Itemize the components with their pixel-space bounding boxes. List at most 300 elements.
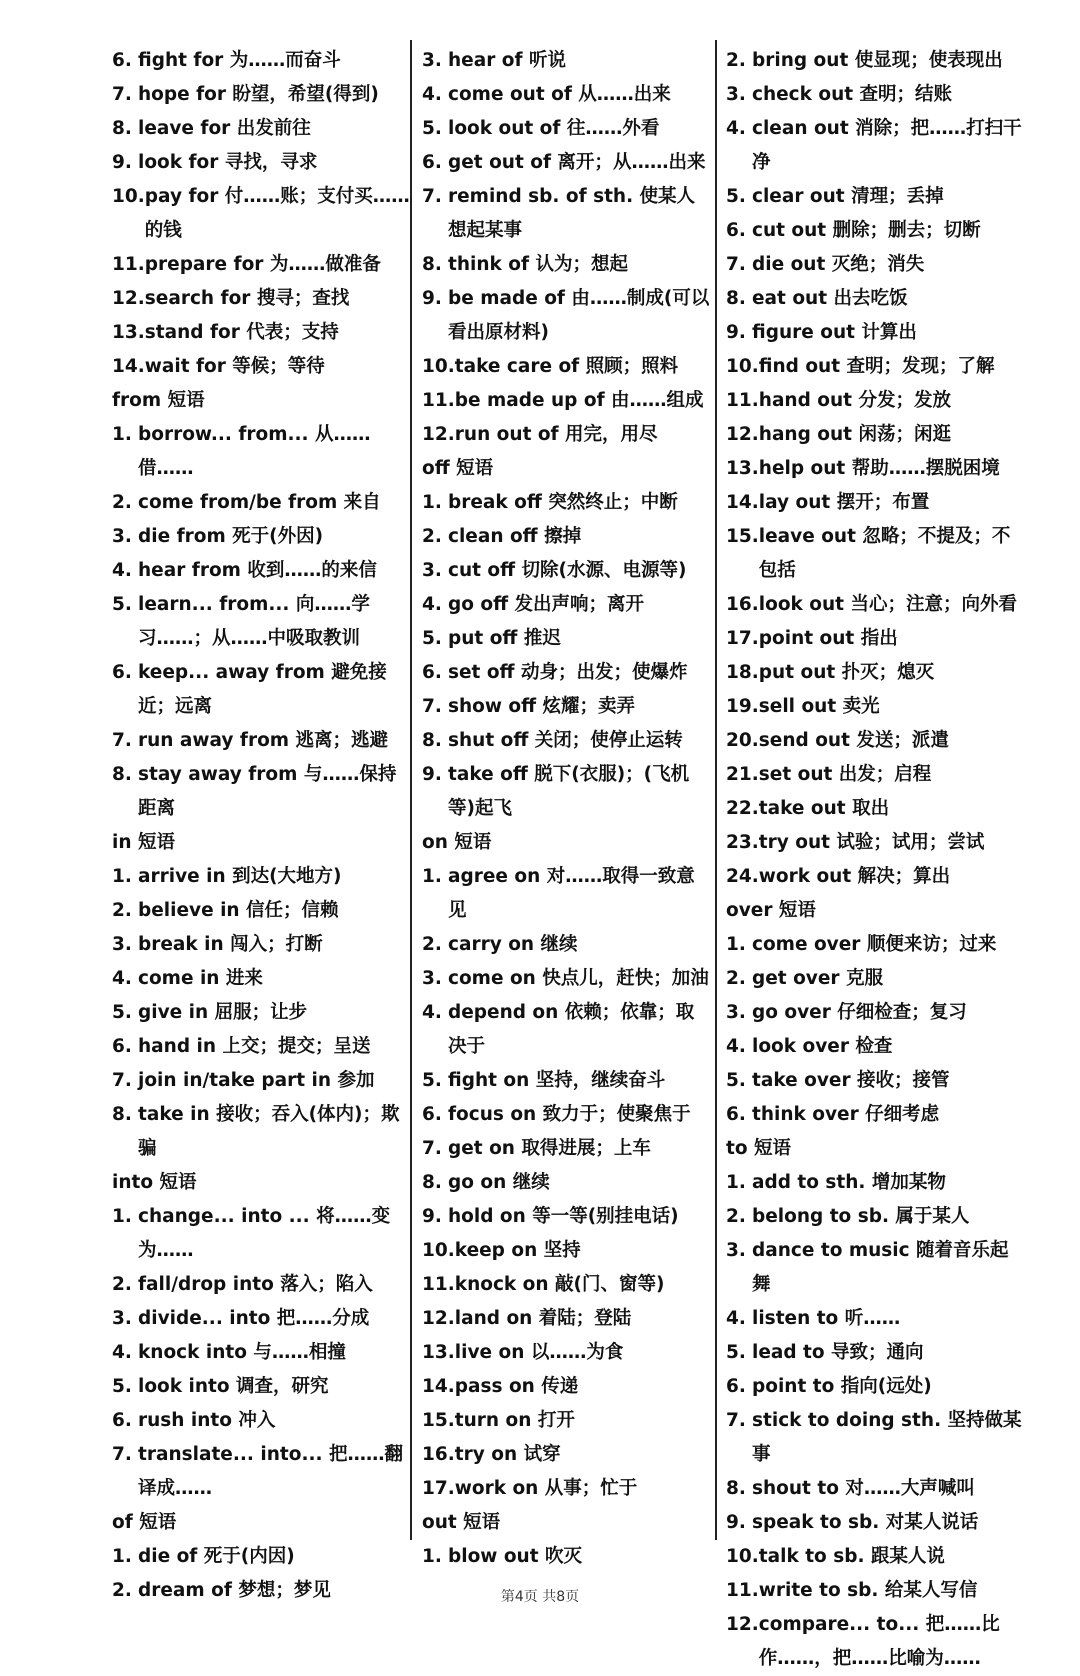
- item-number: 18.: [726, 662, 759, 683]
- phrase-item: [422, 1098, 712, 1132]
- phrase-item: [422, 350, 712, 384]
- item-number: 9.: [422, 764, 442, 785]
- phrase-item: [112, 1540, 412, 1574]
- item-number: 3.: [422, 560, 442, 581]
- item-number: 6.: [422, 1104, 442, 1125]
- item-number: 2.: [112, 492, 132, 513]
- phrase-item: [726, 724, 1026, 758]
- phrase-item: [726, 44, 1026, 78]
- item-number: 16.: [726, 594, 759, 615]
- column-2: [422, 44, 712, 1574]
- phrase-item: [112, 996, 412, 1030]
- phrase-item: [422, 418, 712, 452]
- phrase-text: send out 发送；派遣: [758, 730, 949, 751]
- phrase-item: [422, 928, 712, 962]
- item-number: 8.: [726, 288, 746, 309]
- item-number: 2.: [112, 900, 132, 921]
- item-number: 2.: [112, 1580, 132, 1601]
- item-number: 2.: [112, 1274, 132, 1295]
- column-divider: [715, 40, 717, 1540]
- phrase-text: change... into ... 将……变为……: [138, 1206, 391, 1261]
- phrase-item: [422, 1302, 712, 1336]
- phrase-item: [726, 588, 1026, 622]
- item-number: 6.: [112, 1036, 132, 1057]
- item-number: 2.: [726, 50, 746, 71]
- phrase-text: be made of 由……制成(可以看出原材料): [448, 288, 710, 343]
- phrase-text: hold on 等一等(别挂电话): [448, 1206, 679, 1227]
- item-number: 12.: [422, 1308, 455, 1329]
- item-number: 5.: [726, 1070, 746, 1091]
- phrase-text: shout to 对……大声喊叫: [752, 1478, 975, 1499]
- item-number: 4.: [422, 594, 442, 615]
- phrase-text: arrive in 到达(大地方): [138, 866, 342, 887]
- phrase-text: think over 仔细考虑: [752, 1104, 940, 1125]
- phrase-item: [112, 248, 412, 282]
- phrase-item: [112, 1030, 412, 1064]
- phrase-text: join in/take part in 参加: [138, 1070, 375, 1091]
- phrase-item: [422, 1234, 712, 1268]
- phrase-item: [112, 1098, 412, 1166]
- phrase-text: shut off 关闭；使停止运转: [448, 730, 683, 751]
- item-number: 15.: [422, 1410, 455, 1431]
- phrase-text: stick to doing sth. 坚持做某事: [752, 1410, 1022, 1465]
- phrase-text: break in 闯入；打断: [138, 934, 323, 955]
- phrase-item: [112, 1370, 412, 1404]
- item-number: 3.: [726, 1002, 746, 1023]
- phrase-text: take off 脱下(衣服)；(飞机等)起飞: [448, 764, 690, 819]
- phrase-item: [112, 180, 412, 248]
- item-number: 10.: [726, 356, 759, 377]
- item-number: 9.: [726, 1512, 746, 1533]
- phrase-item: [726, 1608, 1026, 1676]
- item-number: 4.: [726, 118, 746, 139]
- phrase-item: [422, 44, 712, 78]
- item-number: 8.: [112, 764, 132, 785]
- phrase-item: [726, 248, 1026, 282]
- item-number: 2.: [726, 968, 746, 989]
- section-heading: to 短语: [726, 1138, 791, 1159]
- phrase-text: keep... away from 避免接近；远离: [138, 662, 387, 717]
- item-number: 10.: [422, 1240, 455, 1261]
- phrase-text: speak to sb. 对某人说话: [752, 1512, 979, 1533]
- item-number: 8.: [422, 1172, 442, 1193]
- item-number: 6.: [726, 1104, 746, 1125]
- phrase-item: [112, 418, 412, 486]
- phrase-item: [726, 758, 1026, 792]
- phrase-text: live on 以……为食: [454, 1342, 624, 1363]
- phrase-text: borrow... from... 从……借……: [138, 424, 371, 479]
- phrase-item: [112, 1302, 412, 1336]
- phrase-text: write to sb. 给某人写信: [758, 1580, 978, 1601]
- phrase-item: [112, 860, 412, 894]
- item-number: 4.: [422, 1002, 442, 1023]
- phrase-text: cut off 切除(水源、电源等): [448, 560, 687, 581]
- phrase-item: [112, 1404, 412, 1438]
- phrase-text: die out 灭绝；消失: [752, 254, 925, 275]
- phrase-item: [726, 1098, 1026, 1132]
- item-number: 16.: [422, 1444, 455, 1465]
- phrase-item: [726, 112, 1026, 180]
- phrase-item: [726, 1166, 1026, 1200]
- phrase-text: work out 解决；算出: [758, 866, 951, 887]
- item-number: 7.: [726, 254, 746, 275]
- phrase-text: get on 取得进展；上车: [448, 1138, 651, 1159]
- item-number: 12.: [112, 288, 145, 309]
- item-number: 6.: [726, 1376, 746, 1397]
- phrase-text: take care of 照顾；照料: [454, 356, 679, 377]
- phrase-text: search for 搜寻；查找: [144, 288, 350, 309]
- item-number: 6.: [422, 662, 442, 683]
- phrase-text: fight on 坚持，继续奋斗: [448, 1070, 666, 1091]
- item-number: 14.: [422, 1376, 455, 1397]
- phrase-item: [422, 1540, 712, 1574]
- phrase-item: [726, 860, 1026, 894]
- phrase-text: prepare for 为……做准备: [144, 254, 381, 275]
- section-heading: into 短语: [112, 1172, 197, 1193]
- phrase-item: [112, 350, 412, 384]
- phrase-item: [726, 418, 1026, 452]
- phrase-text: lay out 摆开；布置: [758, 492, 930, 513]
- item-number: 6.: [726, 220, 746, 241]
- item-number: 8.: [726, 1478, 746, 1499]
- phrase-item: [726, 384, 1026, 418]
- phrase-item: [112, 146, 412, 180]
- phrase-item: [726, 1506, 1026, 1540]
- item-number: 21.: [726, 764, 759, 785]
- phrase-item: [112, 962, 412, 996]
- phrase-item: [422, 1336, 712, 1370]
- phrase-item: [422, 180, 712, 248]
- item-number: 6.: [112, 1410, 132, 1431]
- item-number: 12.: [726, 1614, 759, 1635]
- phrase-text: go over 仔细检查；复习: [752, 1002, 967, 1023]
- phrase-text: focus on 致力于；使聚焦于: [448, 1104, 691, 1125]
- phrase-item: [112, 44, 412, 78]
- item-number: 8.: [422, 730, 442, 751]
- phrase-item: [422, 622, 712, 656]
- item-number: 17.: [726, 628, 759, 649]
- phrase-item: [726, 1064, 1026, 1098]
- phrase-item: [422, 112, 712, 146]
- item-number: 7.: [112, 1444, 132, 1465]
- phrase-text: clear out 清理；丢掉: [752, 186, 944, 207]
- phrase-text: lead to 导致；通向: [752, 1342, 924, 1363]
- phrase-item: [112, 656, 412, 724]
- phrase-item: [422, 724, 712, 758]
- section-heading: out 短语: [422, 1512, 501, 1533]
- column-3: [726, 44, 1026, 1676]
- phrase-text: blow out 吹灭: [448, 1546, 582, 1567]
- phrase-item: [112, 1064, 412, 1098]
- phrase-text: clean out 消除；把……打扫干净: [752, 118, 1022, 173]
- phrase-text: hear from 收到……的来信: [138, 560, 377, 581]
- item-number: 1.: [112, 1206, 132, 1227]
- item-number: 3.: [422, 968, 442, 989]
- phrase-text: put out 扑灭；熄灭: [758, 662, 935, 683]
- phrase-text: take in 接收；吞入(体内)；欺骗: [138, 1104, 400, 1159]
- item-number: 4.: [726, 1036, 746, 1057]
- phrase-text: stand for 代表；支持: [144, 322, 339, 343]
- item-number: 9.: [726, 322, 746, 343]
- phrase-item: [422, 656, 712, 690]
- phrase-text: take over 接收；接管: [752, 1070, 950, 1091]
- item-number: 13.: [726, 458, 759, 479]
- item-number: 11.: [726, 1580, 759, 1601]
- item-number: 24.: [726, 866, 759, 887]
- item-number: 1.: [422, 1546, 442, 1567]
- phrase-text: point out 指出: [758, 628, 898, 649]
- item-number: 5.: [422, 1070, 442, 1091]
- phrase-item: [726, 1200, 1026, 1234]
- phrase-text: look out of 往……外看: [448, 118, 660, 139]
- phrase-text: belong to sb. 属于某人: [752, 1206, 970, 1227]
- phrase-item: [726, 826, 1026, 860]
- phrase-text: get out of 离开；从……出来: [448, 152, 706, 173]
- phrase-text: believe in 信任；信赖: [138, 900, 339, 921]
- phrase-text: find out 查明；发现；了解: [758, 356, 995, 377]
- phrase-text: stay away from 与……保持距离: [138, 764, 397, 819]
- phrase-text: be made up of 由……组成: [454, 390, 704, 411]
- phrase-text: depend on 依赖；依靠；取决于: [448, 1002, 695, 1057]
- item-number: 5.: [112, 1002, 132, 1023]
- phrase-item: [726, 622, 1026, 656]
- phrase-item: [112, 316, 412, 350]
- phrase-text: come out of 从……出来: [448, 84, 671, 105]
- phrase-item: [422, 248, 712, 282]
- item-number: 11.: [726, 390, 759, 411]
- item-number: 1.: [112, 1546, 132, 1567]
- phrase-item: [726, 962, 1026, 996]
- phrase-text: come over 顺便来访；过来: [752, 934, 997, 955]
- phrase-item: [112, 894, 412, 928]
- phrase-text: rush into 冲入: [138, 1410, 276, 1431]
- phrase-text: try on 试穿: [454, 1444, 561, 1465]
- phrase-item: [726, 316, 1026, 350]
- phrase-item: [422, 1132, 712, 1166]
- phrase-item: [422, 1472, 712, 1506]
- item-number: 22.: [726, 798, 759, 819]
- phrase-item: [112, 112, 412, 146]
- item-number: 2.: [422, 934, 442, 955]
- item-number: 7.: [112, 730, 132, 751]
- phrase-item: [112, 78, 412, 112]
- item-number: 10.: [112, 186, 145, 207]
- phrase-item: [726, 996, 1026, 1030]
- phrase-text: clean off 擦掉: [448, 526, 582, 547]
- item-number: 10.: [422, 356, 455, 377]
- item-number: 19.: [726, 696, 759, 717]
- phrase-item: [112, 1200, 412, 1268]
- item-number: 23.: [726, 832, 759, 853]
- item-number: 3.: [112, 526, 132, 547]
- item-number: 3.: [422, 50, 442, 71]
- item-number: 2.: [726, 1206, 746, 1227]
- item-number: 10.: [726, 1546, 759, 1567]
- section-heading: on 短语: [422, 832, 492, 853]
- phrase-item: [422, 1064, 712, 1098]
- phrase-text: put off 推迟: [448, 628, 561, 649]
- item-number: 1.: [422, 492, 442, 513]
- phrase-text: go off 发出声响；离开: [448, 594, 645, 615]
- phrase-text: talk to sb. 跟某人说: [758, 1546, 945, 1567]
- phrase-text: set off 动身；出发；使爆炸: [448, 662, 688, 683]
- phrase-text: pay for 付……账；支付买……的钱: [144, 186, 410, 241]
- phrase-text: go on 继续: [448, 1172, 550, 1193]
- phrase-item: [112, 520, 412, 554]
- item-number: 4.: [112, 1342, 132, 1363]
- item-number: 3.: [112, 934, 132, 955]
- phrase-item: [726, 1336, 1026, 1370]
- phrase-text: figure out 计算出: [752, 322, 917, 343]
- phrase-item: [726, 214, 1026, 248]
- phrase-text: try out 试验；试用；尝试: [758, 832, 985, 853]
- phrase-text: look for 寻找，寻求: [138, 152, 318, 173]
- phrase-text: look into 调查，研究: [138, 1376, 329, 1397]
- phrase-item: [422, 996, 712, 1064]
- item-number: 5.: [422, 628, 442, 649]
- item-number: 15.: [726, 526, 759, 547]
- phrase-text: set out 出发；启程: [758, 764, 932, 785]
- phrase-text: cut out 删除；删去；切断: [752, 220, 981, 241]
- phrase-item: [422, 146, 712, 180]
- phrase-item: [422, 520, 712, 554]
- phrase-item: [112, 724, 412, 758]
- item-number: 9.: [112, 152, 132, 173]
- phrase-item: [726, 520, 1026, 588]
- phrase-item: [422, 486, 712, 520]
- item-number: 8.: [112, 1104, 132, 1125]
- phrase-item: [422, 1370, 712, 1404]
- phrase-item: [726, 78, 1026, 112]
- item-number: 7.: [422, 186, 442, 207]
- phrase-text: take out 取出: [758, 798, 890, 819]
- phrase-item: [112, 928, 412, 962]
- phrase-item: [422, 860, 712, 928]
- section-heading: off 短语: [422, 458, 494, 479]
- phrase-text: pass on 传递: [454, 1376, 579, 1397]
- page-footer: 第4页 共8页: [500, 1589, 580, 1605]
- phrase-item: [112, 588, 412, 656]
- phrase-text: agree on 对……取得一致意见: [448, 866, 695, 921]
- phrase-item: [726, 1234, 1026, 1302]
- phrase-item: [726, 282, 1026, 316]
- section-heading: in 短语: [112, 832, 175, 853]
- item-number: 13.: [422, 1342, 455, 1363]
- phrase-text: show off 炫耀；卖弄: [448, 696, 636, 717]
- phrase-text: hand in 上交；提交；呈送: [138, 1036, 371, 1057]
- item-number: 1.: [112, 424, 132, 445]
- phrase-text: point to 指向(远处): [752, 1376, 932, 1397]
- phrase-text: break off 突然终止；中断: [448, 492, 678, 513]
- section-heading: of 短语: [112, 1512, 177, 1533]
- phrase-text: hand out 分发；发放: [758, 390, 951, 411]
- phrase-item: [726, 1030, 1026, 1064]
- phrase-item: [112, 1438, 412, 1506]
- phrase-text: turn on 打开: [454, 1410, 575, 1431]
- item-number: 9.: [422, 1206, 442, 1227]
- item-number: 20.: [726, 730, 759, 751]
- phrase-text: add to sth. 增加某物: [752, 1172, 946, 1193]
- phrase-item: [422, 554, 712, 588]
- item-number: 5.: [422, 118, 442, 139]
- item-number: 12.: [422, 424, 455, 445]
- phrase-text: carry on 继续: [448, 934, 578, 955]
- phrase-text: come in 进来: [138, 968, 263, 989]
- phrase-text: remind sb. of sth. 使某人想起某事: [448, 186, 696, 241]
- phrase-item: [726, 180, 1026, 214]
- phrase-text: land on 着陆；登陆: [454, 1308, 632, 1329]
- phrase-item: [422, 1404, 712, 1438]
- phrase-text: knock into 与……相撞: [138, 1342, 346, 1363]
- phrase-item: [422, 78, 712, 112]
- item-number: 3.: [112, 1308, 132, 1329]
- phrase-text: come from/be from 来自: [138, 492, 381, 513]
- item-number: 5.: [726, 1342, 746, 1363]
- phrase-text: check out 查明；结账: [752, 84, 953, 105]
- section-heading: over 短语: [726, 900, 816, 921]
- phrase-item: [422, 588, 712, 622]
- phrase-item: [422, 962, 712, 996]
- item-number: 14.: [112, 356, 145, 377]
- item-number: 1.: [726, 1172, 746, 1193]
- item-number: 11.: [422, 1274, 455, 1295]
- item-number: 6.: [422, 152, 442, 173]
- phrase-text: sell out 卖光: [758, 696, 880, 717]
- phrase-text: get over 克服: [752, 968, 883, 989]
- phrase-text: give in 屈服；让步: [138, 1002, 308, 1023]
- phrase-item: [112, 1336, 412, 1370]
- phrase-text: look out 当心；注意；向外看: [758, 594, 1017, 615]
- phrase-text: keep on 坚持: [454, 1240, 581, 1261]
- phrase-text: look over 检查: [752, 1036, 893, 1057]
- phrase-item: [112, 554, 412, 588]
- item-number: 8.: [422, 254, 442, 275]
- item-number: 2.: [422, 526, 442, 547]
- phrase-text: run away from 逃离；逃避: [138, 730, 388, 751]
- item-number: 1.: [112, 866, 132, 887]
- phrase-text: knock on 敲(门、窗等): [454, 1274, 665, 1295]
- phrase-item: [112, 282, 412, 316]
- item-number: 5.: [112, 594, 132, 615]
- phrase-item: [422, 758, 712, 826]
- phrase-text: work on 从事；忙于: [454, 1478, 638, 1499]
- phrase-item: [726, 1370, 1026, 1404]
- item-number: 11.: [112, 254, 145, 275]
- phrase-item: [726, 690, 1026, 724]
- phrase-text: dream of 梦想；梦见: [138, 1580, 331, 1601]
- phrase-text: dance to music 随着音乐起舞: [752, 1240, 1009, 1295]
- phrase-item: [726, 928, 1026, 962]
- phrase-text: leave for 出发前往: [138, 118, 311, 139]
- phrase-text: bring out 使显现；使表现出: [752, 50, 1003, 71]
- item-number: 1.: [726, 934, 746, 955]
- phrase-item: [112, 486, 412, 520]
- phrase-text: divide... into 把……分成: [138, 1308, 370, 1329]
- column-1: [112, 44, 412, 1608]
- phrase-text: hope for 盼望，希望(得到): [138, 84, 379, 105]
- item-number: 4.: [112, 560, 132, 581]
- item-number: 5.: [726, 186, 746, 207]
- item-number: 6.: [112, 50, 132, 71]
- phrase-item: [422, 1268, 712, 1302]
- phrase-text: die of 死于(内因): [138, 1546, 295, 1567]
- item-number: 3.: [726, 84, 746, 105]
- item-number: 17.: [422, 1478, 455, 1499]
- item-number: 9.: [422, 288, 442, 309]
- phrase-item: [726, 452, 1026, 486]
- phrase-text: help out 帮助……摆脱困境: [758, 458, 1000, 479]
- phrase-item: [112, 1268, 412, 1302]
